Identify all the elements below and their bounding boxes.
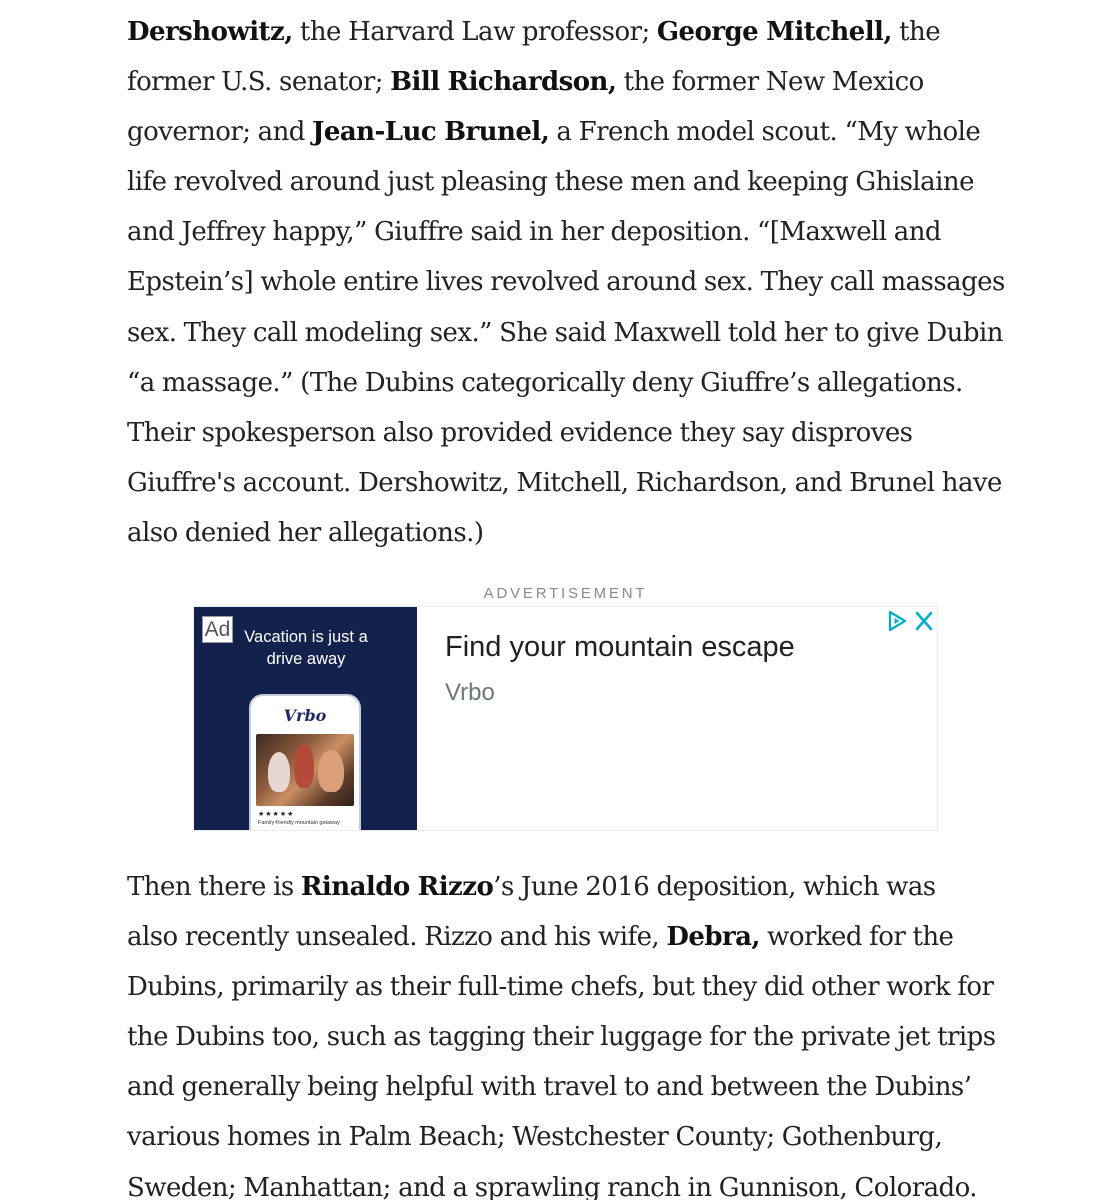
photo-person [294,744,314,788]
text-line [127,57,1017,107]
phone-caption: Family-friendly mountain getaway [258,820,340,826]
text-line: sex. They call modeling sex.” She said Maxwell told her to give Dubin [127,317,1003,348]
text-run: governor; and [127,117,313,148]
person-name: Dershowitz, [127,17,293,47]
text-line [127,862,1017,912]
family-photo [256,734,354,806]
text-run: a French model scout. “My whole [549,117,981,148]
vrbo-logo: Vrbo [283,706,327,725]
article-paragraph-1 [127,7,1017,558]
adchoices-icon[interactable] [886,610,908,632]
close-icon[interactable] [912,610,936,632]
person-name: Jean-Luc Brunel, [312,117,550,148]
text-line: Giuffre's account. Dershowitz, Mitchell, Richardson, and Brunel have [127,467,1002,498]
text-line: and generally being helpful with travel to and between the Dubins’ [127,1072,972,1103]
text-run: the [891,17,941,47]
text-run: also recently unsealed. Rizzo and his wife, [127,922,667,953]
text-line: various homes in Palm Beach; Westchester County; Gothenburg, [127,1122,943,1153]
text-line: life revolved around just pleasing these men and keeping Ghislaine [127,167,974,198]
text-line [127,107,1017,157]
text-run: the Harvard Law professor; [292,17,657,47]
photo-person [268,752,290,792]
ad-creative-image[interactable] [194,607,417,831]
star-rating: ★★★★★ [258,810,295,818]
person-name: Debra, [666,922,760,953]
text-line: also denied her allegations.) [127,517,484,548]
text-line: “a massage.” (The Dubins categorically deny Giuffre’s allegations. [127,367,963,398]
person-name: Rinaldo Rizzo [300,872,494,902]
ad-unit[interactable] [193,606,938,831]
text-run: ’s June 2016 deposition, which was [493,872,936,902]
text-line [127,912,1017,962]
text-line [127,7,1017,57]
photo-person [318,750,344,792]
text-line: Their spokesperson also provided evidence they say disproves [127,417,913,448]
person-name: George Mitchell, [656,17,892,47]
phone-mockup [249,694,361,831]
text-line: Dubins, primarily as their full-time chefs, but they did other work for [127,972,994,1003]
article-paragraph-2 [127,862,1017,1200]
text-run: Then there is [127,872,301,902]
text-line: Sweden; Manhattan; and a sprawling ranch in Gunnison, Colorado. [127,1172,977,1200]
text-line: the Dubins too, such as tagging their luggage for the private jet trips [127,1022,996,1053]
text-run: worked for the [759,922,954,953]
advertisement-label: ADVERTISEMENT [483,585,648,602]
ad-image-headline: Vacation is just a drive away [244,628,368,668]
text-run: former U.S. senator; [127,67,391,98]
text-line: Epstein’s] whole entire lives revolved around sex. They call massages [127,267,1005,298]
ad-badge: Ad [202,616,233,643]
text-run: the former New Mexico [616,67,924,98]
person-name: Bill Richardson, [390,67,617,98]
ad-headline-link[interactable]: Find your mountain escape [445,631,795,663]
ad-advertiser-link[interactable]: Vrbo [445,679,495,706]
text-line: and Jeffrey happy,” Giuffre said in her deposition. “[Maxwell and [127,217,942,248]
